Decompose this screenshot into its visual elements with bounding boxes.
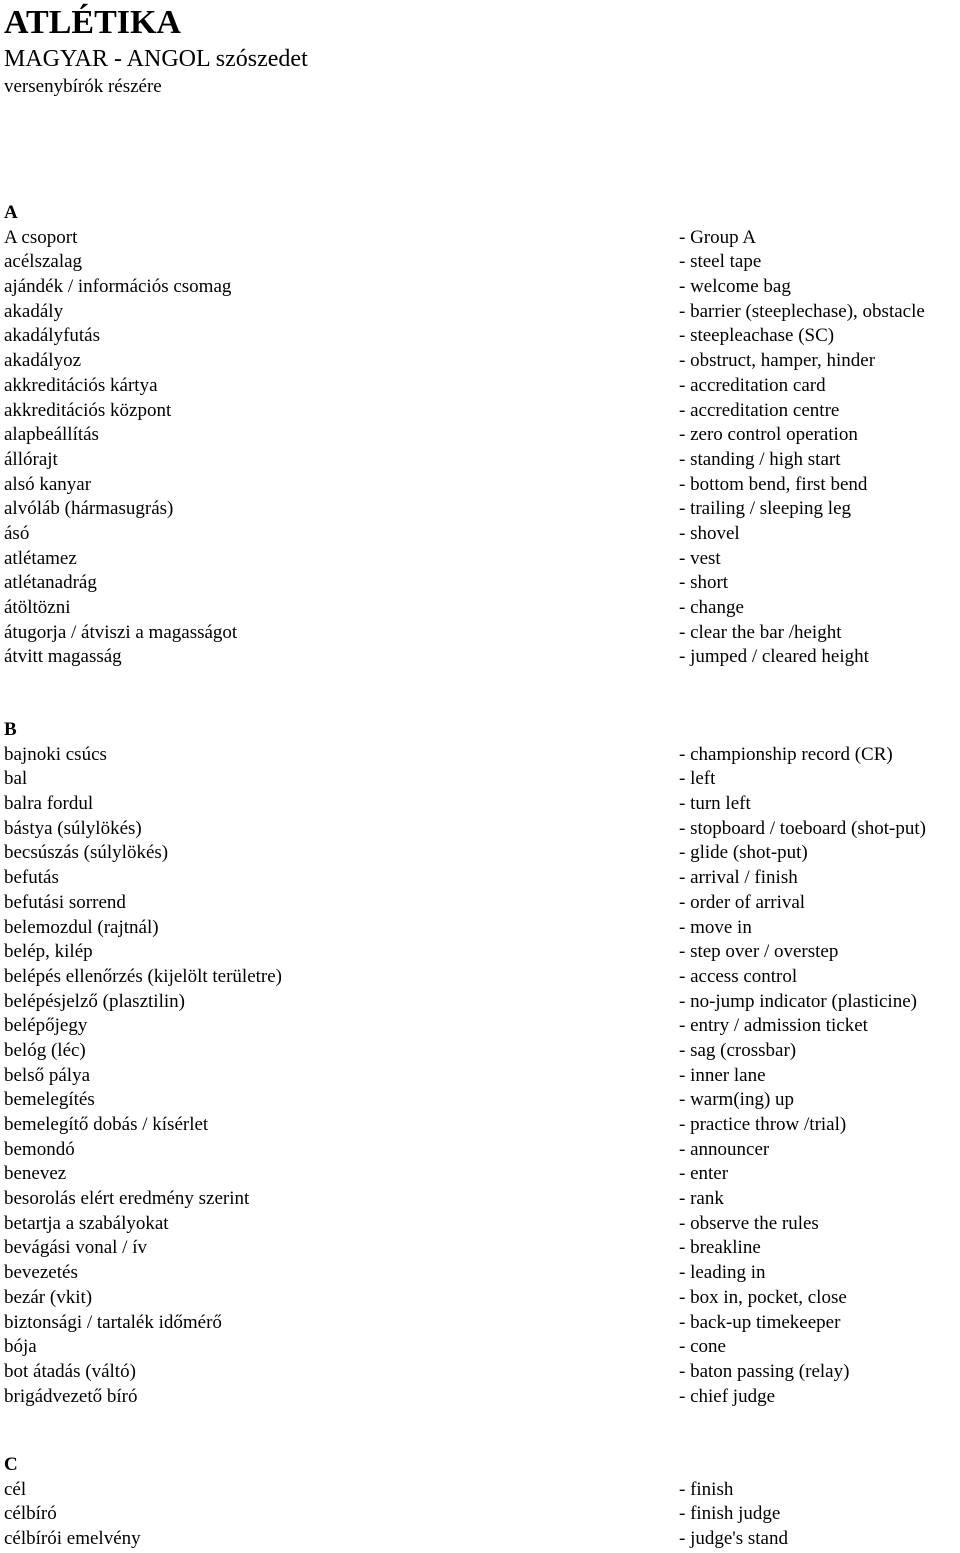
english-term: - championship record (CR) bbox=[679, 743, 893, 765]
glossary-entry bbox=[0, 1360, 960, 1385]
hungarian-term: állórajt bbox=[4, 448, 58, 470]
english-term: - stopboard / toeboard (shot-put) bbox=[679, 817, 926, 839]
hungarian-term: A csoport bbox=[4, 226, 78, 248]
hungarian-term: bal bbox=[4, 768, 28, 790]
glossary-entry bbox=[0, 275, 960, 300]
english-term: - left bbox=[679, 768, 716, 790]
english-term: - finish bbox=[679, 1478, 734, 1500]
hungarian-term: besorolás elért eredmény szerint bbox=[4, 1188, 250, 1210]
english-term: - steel tape bbox=[679, 251, 762, 273]
hungarian-term: bemelegítés bbox=[4, 1089, 95, 1111]
english-term: - chief judge bbox=[679, 1385, 776, 1407]
glossary-entry bbox=[0, 399, 960, 424]
hungarian-term: atlétanadrág bbox=[4, 572, 97, 594]
glossary-entry bbox=[0, 497, 960, 522]
section-letter: B bbox=[4, 719, 17, 740]
hungarian-term: alapbeállítás bbox=[4, 424, 99, 446]
entry-list bbox=[0, 226, 960, 670]
glossary-entry bbox=[0, 1335, 960, 1360]
glossary-entry bbox=[0, 324, 960, 349]
hungarian-term: benevez bbox=[4, 1163, 67, 1185]
glossary-entry bbox=[0, 423, 960, 448]
english-term: - warm(ing) up bbox=[679, 1089, 795, 1111]
hungarian-term: belóg (léc) bbox=[4, 1039, 86, 1061]
glossary-entry bbox=[0, 1187, 960, 1212]
hungarian-term: bajnoki csúcs bbox=[4, 743, 107, 765]
glossary-entry bbox=[0, 1478, 960, 1503]
english-term: - short bbox=[679, 572, 729, 594]
hungarian-term: bemelegítő dobás / kísérlet bbox=[4, 1114, 209, 1135]
glossary-entry bbox=[0, 1088, 960, 1113]
english-term: - rank bbox=[679, 1188, 724, 1210]
hungarian-term: alsó kanyar bbox=[4, 473, 92, 495]
english-term: - clear the bar /height bbox=[679, 621, 842, 643]
english-term: - judge's stand bbox=[679, 1528, 788, 1550]
hungarian-term: befutás bbox=[4, 867, 59, 889]
english-term: - enter bbox=[679, 1163, 729, 1185]
glossary-entry bbox=[0, 1261, 960, 1286]
english-term: - standing / high start bbox=[679, 448, 841, 470]
hungarian-term: bot átadás (váltó) bbox=[4, 1360, 136, 1382]
glossary-entry bbox=[0, 547, 960, 572]
hungarian-term: akadály bbox=[4, 300, 64, 322]
english-term: - cone bbox=[679, 1336, 726, 1358]
english-term: - entry / admission ticket bbox=[679, 1015, 868, 1037]
english-term: - back-up timekeeper bbox=[679, 1311, 841, 1333]
english-term: - baton passing (relay) bbox=[679, 1360, 850, 1382]
english-term: - step over / overstep bbox=[679, 941, 839, 963]
glossary-entry bbox=[0, 1138, 960, 1163]
glossary-entry bbox=[0, 1113, 960, 1138]
hungarian-term: belemozdul (rajtnál) bbox=[4, 916, 159, 938]
english-term: - finish judge bbox=[679, 1503, 781, 1525]
english-term: - order of arrival bbox=[679, 891, 806, 913]
hungarian-term: bemondó bbox=[4, 1138, 75, 1160]
english-term: - move in bbox=[679, 916, 752, 938]
english-term: - no-jump indicator (plasticine) bbox=[679, 990, 917, 1012]
english-term: - arrival / finish bbox=[679, 867, 798, 889]
glossary-entry bbox=[0, 817, 960, 842]
glossary-entry bbox=[0, 1064, 960, 1089]
glossary-entry bbox=[0, 1212, 960, 1237]
glossary-entry bbox=[0, 448, 960, 473]
english-term: - obstruct, hamper, hinder bbox=[679, 350, 876, 372]
glossary-entry bbox=[0, 250, 960, 275]
glossary-entry bbox=[0, 916, 960, 941]
hungarian-term: brigádvezető bíró bbox=[4, 1385, 138, 1407]
hungarian-term: ásó bbox=[4, 522, 30, 544]
english-term: - Group A bbox=[679, 226, 757, 248]
english-term: - glide (shot-put) bbox=[679, 842, 808, 864]
hungarian-term: betartja a szabályokat bbox=[4, 1212, 169, 1234]
glossary-entry bbox=[0, 866, 960, 891]
english-term: - vest bbox=[679, 547, 721, 569]
hungarian-term: akadályoz bbox=[4, 350, 82, 372]
document-subtitle: MAGYAR - ANGOL szószedet bbox=[4, 46, 308, 72]
hungarian-term: ajándék / információs csomag bbox=[4, 276, 232, 298]
english-term: - announcer bbox=[679, 1138, 770, 1160]
glossary-entry bbox=[0, 1014, 960, 1039]
glossary-entry bbox=[0, 522, 960, 547]
glossary-entry bbox=[0, 841, 960, 866]
english-term: - jumped / cleared height bbox=[679, 646, 869, 668]
document-audience: versenybírók részére bbox=[4, 76, 162, 97]
glossary-entry bbox=[0, 596, 960, 621]
hungarian-term: cél bbox=[4, 1478, 27, 1500]
hungarian-term: bezár (vkit) bbox=[4, 1286, 93, 1308]
entry-list bbox=[0, 743, 960, 1410]
glossary-entry bbox=[0, 1286, 960, 1311]
english-term: - inner lane bbox=[679, 1064, 766, 1086]
hungarian-term: belépésjelző (plasztilin) bbox=[4, 990, 185, 1012]
glossary-entry bbox=[0, 743, 960, 768]
glossary-entry bbox=[0, 990, 960, 1015]
hungarian-term: akkreditációs központ bbox=[4, 399, 172, 421]
hungarian-term: bevezetés bbox=[4, 1262, 78, 1284]
english-term: - barrier (steeplechase), obstacle bbox=[679, 300, 925, 322]
glossary-entry bbox=[0, 792, 960, 817]
glossary-entry bbox=[0, 965, 960, 990]
english-term: - zero control operation bbox=[679, 424, 858, 446]
english-term: - trailing / sleeping leg bbox=[679, 498, 852, 520]
hungarian-term: átvitt magasság bbox=[4, 646, 122, 668]
glossary-entry bbox=[0, 1039, 960, 1064]
glossary-entry bbox=[0, 571, 960, 596]
hungarian-term: bevágási vonal / ív bbox=[4, 1237, 147, 1259]
hungarian-term: atlétamez bbox=[4, 547, 77, 569]
glossary-entry bbox=[0, 767, 960, 792]
hungarian-term: biztonsági / tartalék időmérő bbox=[4, 1311, 222, 1333]
english-term: - change bbox=[679, 597, 744, 618]
english-term: - steepleachase (SC) bbox=[679, 325, 835, 347]
glossary-entry bbox=[0, 374, 960, 399]
hungarian-term: bója bbox=[4, 1336, 37, 1358]
english-term: - observe the rules bbox=[679, 1212, 819, 1234]
hungarian-term: akadályfutás bbox=[4, 325, 101, 347]
english-term: - accreditation card bbox=[679, 374, 826, 396]
english-term: - leading in bbox=[679, 1262, 766, 1284]
hungarian-term: balra fordul bbox=[4, 793, 94, 815]
entry-list bbox=[0, 1478, 960, 1552]
hungarian-term: bástya (súlylökés) bbox=[4, 817, 142, 839]
glossary-entry bbox=[0, 1502, 960, 1527]
english-term: - breakline bbox=[679, 1237, 761, 1259]
english-term: - access control bbox=[679, 965, 798, 987]
glossary-entry bbox=[0, 1385, 960, 1410]
hungarian-term: acélszalag bbox=[4, 251, 83, 273]
hungarian-term: átöltözni bbox=[4, 597, 71, 618]
hungarian-term: becsúszás (súlylökés) bbox=[4, 842, 169, 864]
glossary-entry bbox=[0, 1162, 960, 1187]
hungarian-term: belépés ellenőrzés (kijelölt területre) bbox=[4, 965, 283, 987]
glossary-entry bbox=[0, 226, 960, 251]
document-title: ATLÉTIKA bbox=[4, 4, 181, 41]
glossary-entry bbox=[0, 940, 960, 965]
glossary-entry bbox=[0, 891, 960, 916]
hungarian-term: befutási sorrend bbox=[4, 891, 126, 913]
english-term: - shovel bbox=[679, 522, 740, 544]
hungarian-term: alvóláb (hármasugrás) bbox=[4, 498, 174, 520]
hungarian-term: belép, kilép bbox=[4, 941, 93, 963]
english-term: - practice throw /trial) bbox=[679, 1114, 847, 1135]
hungarian-term: belső pálya bbox=[4, 1064, 91, 1086]
english-term: - turn left bbox=[679, 793, 751, 815]
hungarian-term: átugorja / átviszi a magasságot bbox=[4, 621, 238, 643]
glossary-entry bbox=[0, 473, 960, 498]
english-term: - bottom bend, first bend bbox=[679, 473, 868, 495]
section-letter: A bbox=[4, 202, 18, 223]
glossary-entry bbox=[0, 300, 960, 325]
english-term: - welcome bag bbox=[679, 276, 791, 298]
hungarian-term: akkreditációs kártya bbox=[4, 374, 158, 396]
section-letter: C bbox=[4, 1454, 18, 1475]
glossary-entry bbox=[0, 349, 960, 374]
hungarian-term: célbíró bbox=[4, 1503, 57, 1525]
english-term: - box in, pocket, close bbox=[679, 1286, 847, 1308]
hungarian-term: belépőjegy bbox=[4, 1015, 88, 1037]
glossary-entry bbox=[0, 645, 960, 670]
hungarian-term: célbírói emelvény bbox=[4, 1528, 141, 1550]
glossary-entry bbox=[0, 1236, 960, 1261]
glossary-entry bbox=[0, 1311, 960, 1336]
glossary-entry bbox=[0, 1527, 960, 1552]
glossary-entry bbox=[0, 621, 960, 646]
english-term: - accreditation centre bbox=[679, 399, 840, 421]
english-term: - sag (crossbar) bbox=[679, 1039, 797, 1061]
